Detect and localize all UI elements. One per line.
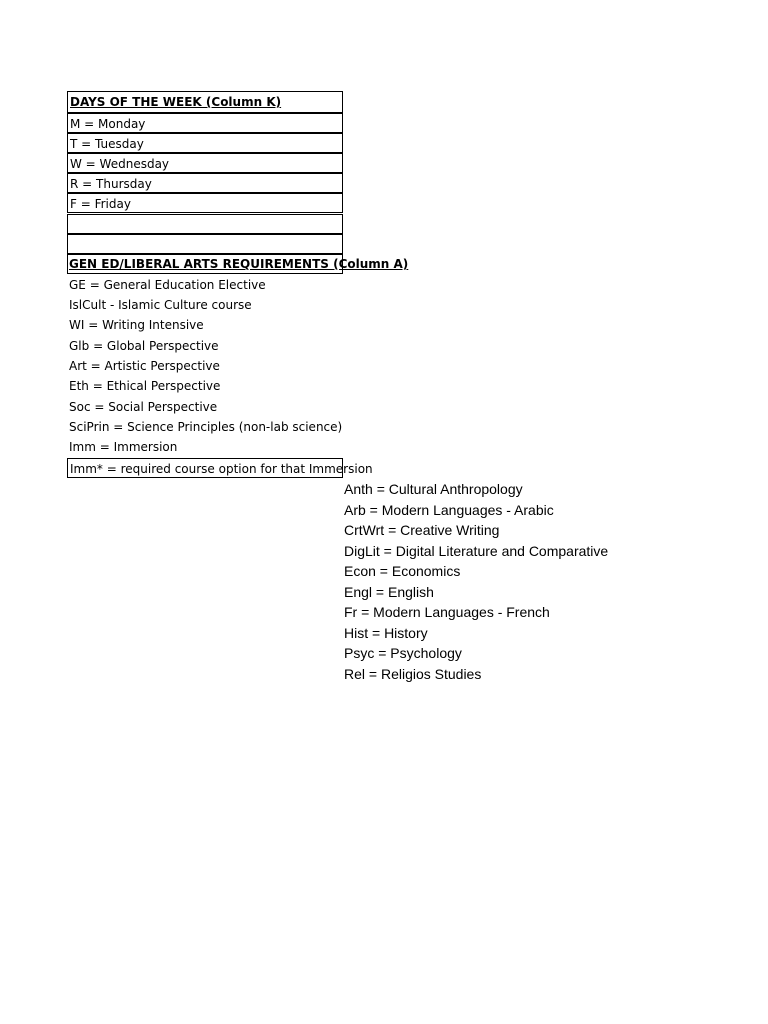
gen-ed-item: WI = Writing Intensive (69, 318, 204, 332)
days-item-tuesday: T = Tuesday (67, 133, 343, 153)
gen-ed-item: Imm = Immersion (69, 440, 178, 454)
gen-ed-header: GEN ED/LIBERAL ARTS REQUIREMENTS (Column A) (69, 257, 409, 271)
subject-item: CrtWrt = Creative Writing (344, 522, 500, 538)
days-item-empty-2 (67, 234, 343, 254)
days-item-wednesday: W = Wednesday (67, 153, 343, 173)
subject-abbreviations-list (344, 479, 608, 684)
days-item-thursday: R = Thursday (67, 173, 343, 193)
gen-ed-item-immersion-required: Imm* = required course option for that Immersion (67, 458, 343, 478)
gen-ed-item: Glb = Global Perspective (69, 339, 219, 353)
subject-item: Arb = Modern Languages - Arabic (344, 501, 554, 518)
gen-ed-item: GE = General Education Elective (69, 278, 266, 292)
subject-item: Rel = Religios Studies (344, 665, 482, 682)
subject-item: Fr = Modern Languages - French (344, 604, 550, 620)
gen-ed-item: Art = Artistic Perspective (69, 359, 220, 373)
days-item-empty-1 (67, 214, 343, 234)
gen-ed-item: SciPrin = Science Principles (non-lab science) (69, 420, 343, 434)
days-header: DAYS OF THE WEEK (Column K) (67, 91, 343, 113)
days-item-monday: M = Monday (67, 113, 343, 133)
subject-item: Hist = History (344, 624, 428, 641)
subject-item: Anth = Cultural Anthropology (344, 481, 523, 497)
days-item-friday: F = Friday (67, 193, 343, 213)
subject-item: Psyc = Psychology (344, 645, 462, 661)
gen-ed-item: IslCult - Islamic Culture course (69, 298, 252, 312)
subject-item: DigLit = Digital Literature and Comparative (344, 542, 609, 559)
gen-ed-item: Eth = Ethical Perspective (69, 379, 221, 393)
subject-item: Engl = English (344, 583, 434, 600)
gen-ed-item: Soc = Social Perspective (69, 400, 218, 414)
subject-item: Econ = Economics (344, 563, 461, 579)
